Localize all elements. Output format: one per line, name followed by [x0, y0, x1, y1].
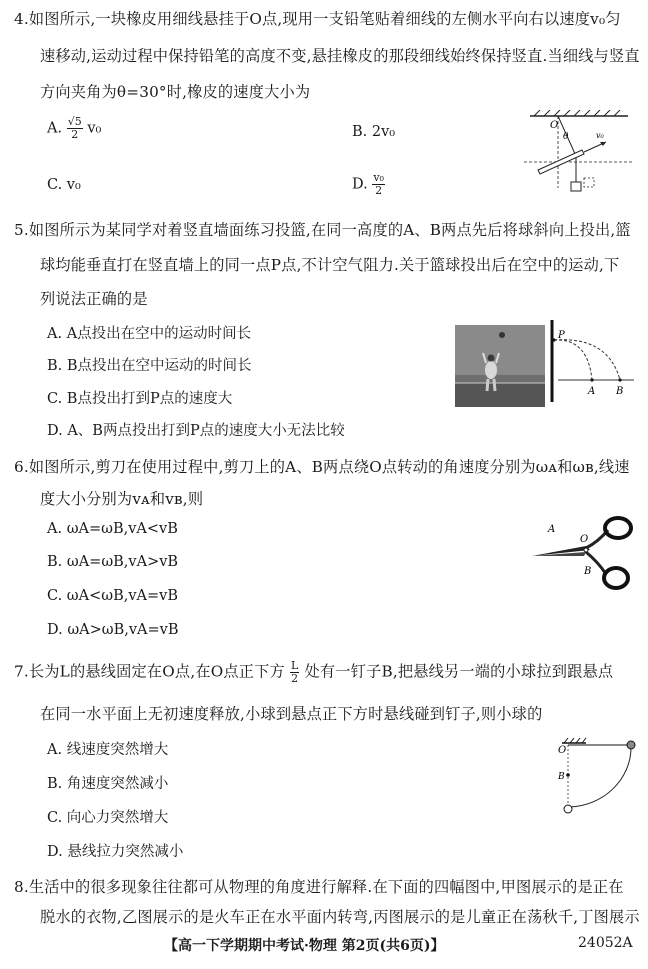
q6-option-d: D. ωA>ωB,vA=vB — [47, 622, 179, 638]
q5-option-d: D. A、B两点投出打到P点的速度大小无法比较 — [47, 423, 345, 439]
q5-fig-label-p: P — [558, 330, 565, 341]
q6-option-b: B. ωA=ωB,vA>vB — [47, 554, 179, 570]
q4-option-c: C. v₀ — [47, 177, 81, 193]
q6-fig-label-o: O — [580, 534, 589, 545]
q5-line3: 列说法正确的是 — [40, 290, 148, 308]
q5-basketball-photo — [455, 325, 545, 407]
page-footer-title: 【高一下学期期中考试·物理 第2页(共6页)】 — [164, 938, 445, 954]
q8-line1: 8.生活中的很多现象往往都可从物理的角度进行解释.在下面的四幅图中,甲图展示的是正在 — [14, 878, 624, 896]
q7-fraction-numerator: L — [290, 659, 299, 672]
q6-line1: 6.如图所示,剪刀在使用过程中,剪刀上的A、B两点绕O点转动的角速度分别为ωᴀ和ωʙ,线速 — [14, 458, 630, 476]
q5-fig-label-a: A — [588, 386, 596, 397]
q4-option-a — [47, 116, 101, 141]
q7-option-c: C. 向心力突然增大 — [47, 810, 169, 826]
q7-fig-label-b: B — [558, 772, 565, 782]
q8-line2: 脱水的衣物,乙图展示的是火车正在水平面内转弯,丙图展示的是儿童正在荡秋千,丁图展示 — [40, 908, 640, 926]
q4-line3: 方向夹角为θ=30°时,橡皮的速度大小为 — [40, 83, 311, 101]
q4-option-a-numerator: √5 — [67, 115, 82, 128]
q7-option-a: A. 线速度突然增大 — [47, 742, 169, 758]
q4-option-d-numerator: v₀ — [373, 171, 384, 184]
q7-pendulum-nail-figure — [552, 733, 638, 817]
q7-fraction — [290, 660, 300, 685]
q4-option-b: B. 2v₀ — [352, 124, 396, 140]
q6-option-c: C. ωA<ωB,vA=vB — [47, 588, 178, 604]
q7-line2: 在同一水平面上无初速度释放,小球到悬点正下方时悬线碰到钉子,则小球的 — [40, 705, 543, 723]
q7-line1-part-a: 7.长为L的悬线固定在O点,在O点正下方 — [14, 662, 285, 681]
page-footer-code: 24052A — [578, 935, 633, 951]
q6-option-a: A. ωA=ωB,vA<vB — [47, 521, 178, 537]
q7-line1-part-b: 处有一钉子B,把悬线另一端的小球拉到跟悬点 — [304, 662, 614, 681]
q4-fig-label-o: O — [550, 120, 559, 131]
q7-option-b: B. 角速度突然减小 — [47, 776, 169, 792]
q4-option-a-fraction — [67, 116, 83, 141]
q6-line2: 度大小分别为vᴀ和vʙ,则 — [40, 490, 204, 508]
q4-pendulum-pencil-figure — [520, 110, 636, 205]
q5-option-a: A. A点投出在空中的运动时间长 — [47, 326, 252, 342]
q4-option-d — [352, 172, 385, 197]
q5-option-b: B. B点投出在空中运动的时间长 — [47, 358, 252, 374]
q5-fig-label-b: B — [616, 386, 624, 397]
q4-fig-label-v0: v₀ — [596, 131, 604, 140]
q5-option-c: C. B点投出打到P点的速度大 — [47, 391, 233, 407]
q4-line1: 4.如图所示,一块橡皮用细线悬挂于O点,现用一支铅笔贴着细线的左侧水平向右以速度v₀匀 — [14, 10, 621, 28]
q4-option-d-fraction — [372, 172, 385, 197]
q7-fraction-denominator: 2 — [291, 672, 299, 685]
q5-trajectory-diagram — [548, 318, 638, 404]
q7-option-d: D. 悬线拉力突然减小 — [47, 844, 184, 860]
q6-scissors-figure — [528, 512, 638, 598]
q4-line2: 速移动,运动过程中保持铅笔的高度不变,悬挂橡皮的那段细线始终保持竖直.当细线与竖直 — [40, 47, 640, 65]
q6-fig-label-a: A — [548, 524, 556, 535]
q7-fig-label-o: O — [558, 745, 567, 756]
q6-fig-label-b: B — [584, 566, 592, 577]
q4-option-d-denominator: 2 — [375, 184, 383, 197]
q4-fig-label-theta: θ — [563, 132, 569, 142]
q5-line1: 5.如图所示为某同学对着竖直墙面练习投篮,在同一高度的A、B两点先后将球斜向上投出,篮 — [14, 221, 631, 239]
q4-option-a-suffix: v₀ — [87, 120, 102, 137]
q4-option-a-prefix: A. — [47, 120, 63, 137]
q7-line1 — [14, 660, 613, 685]
q4-option-a-denominator: 2 — [71, 128, 79, 141]
q4-option-d-prefix: D. — [352, 176, 368, 193]
q5-line2: 球均能垂直打在竖直墙上的同一点P点,不计空气阻力.关于篮球投出后在空中的运动,下 — [40, 256, 620, 274]
